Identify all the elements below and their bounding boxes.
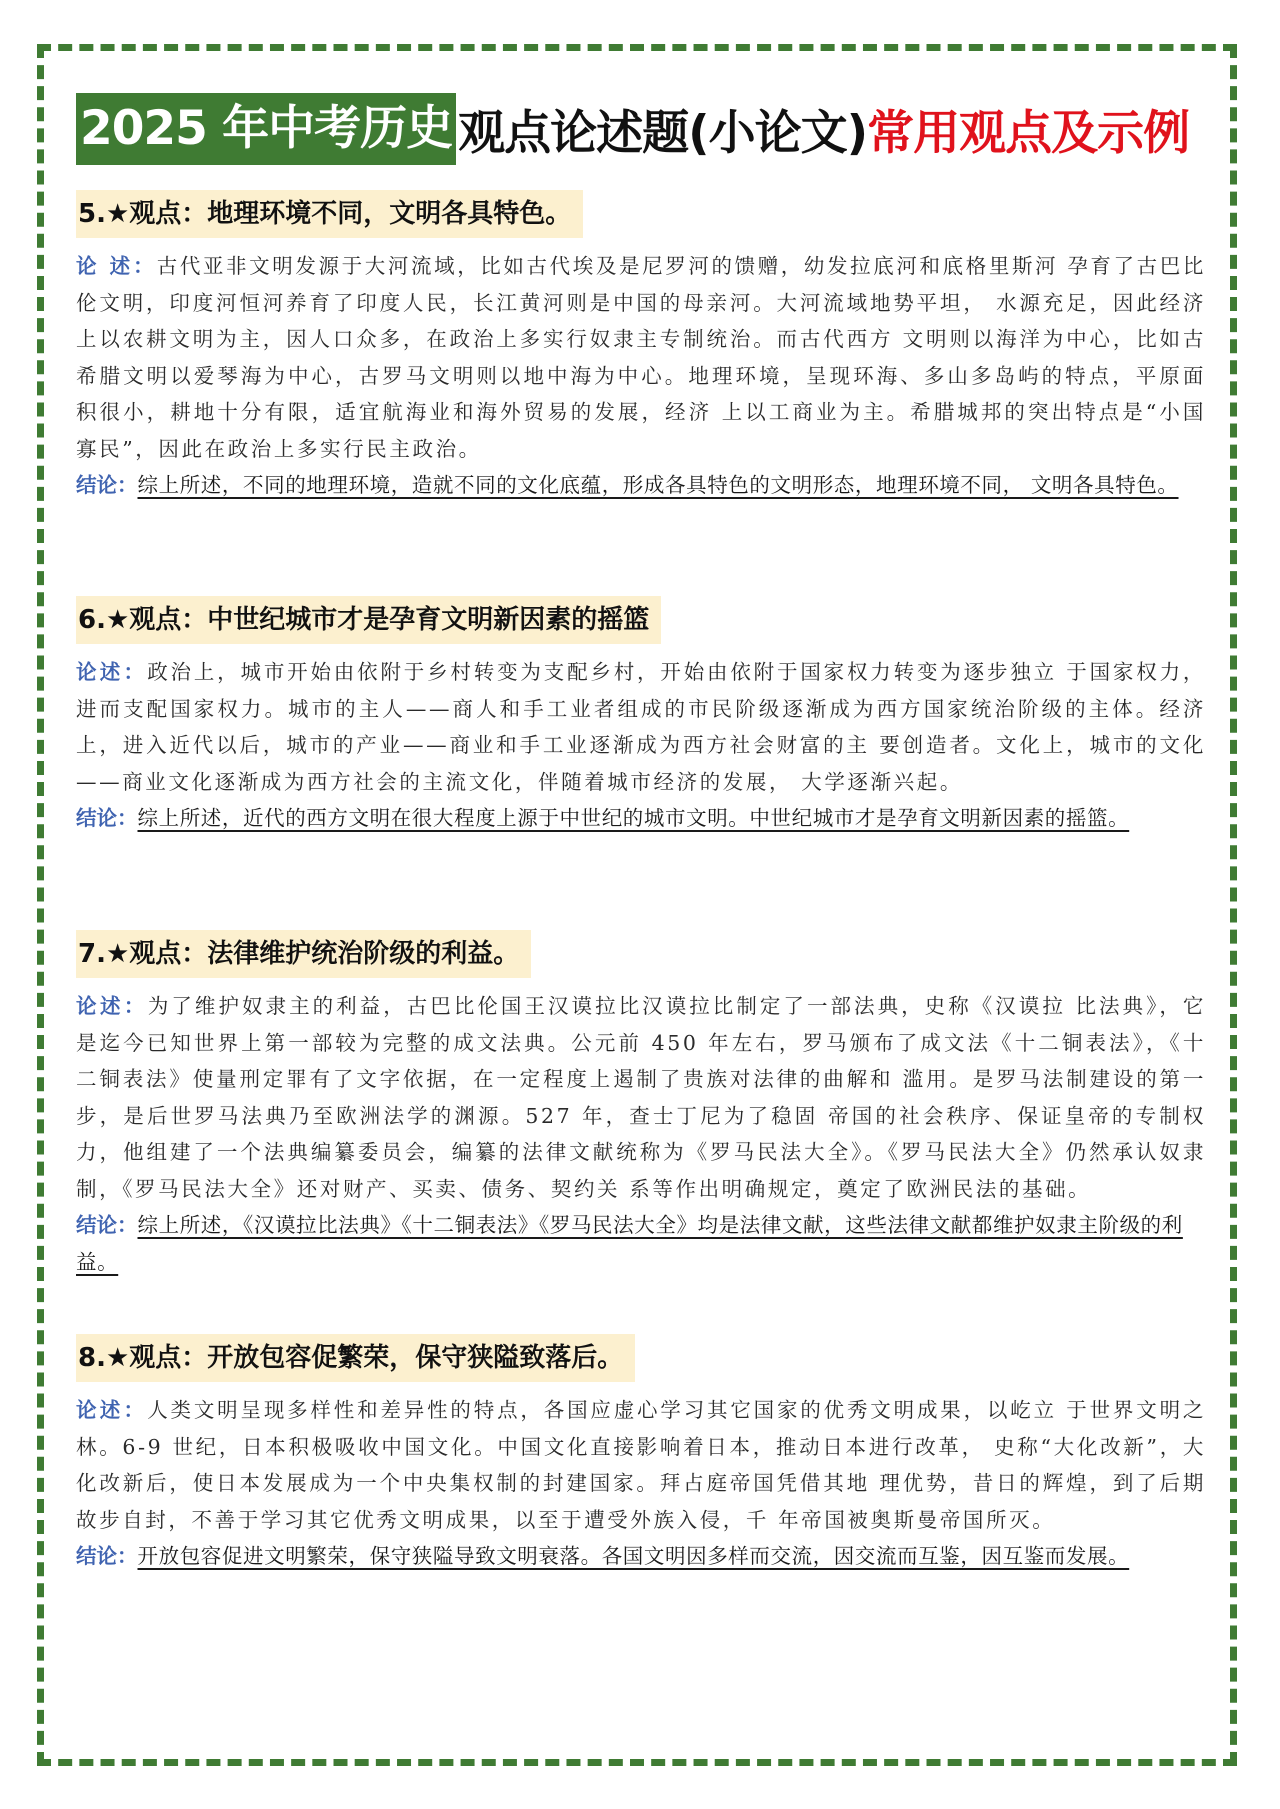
argument-text: 古代亚非文明发源于大河流域，比如古代埃及是尼罗河的馈赠，幼发拉底河和底格里斯河 孕育了古巴比伦文明，印度河恒河养育了印度人民，长江黄河则是中国的母亲河。大河流域地势平坦， 水源充足，因此经济上以农耕文明为主，因人口众多，在政治上多实行奴隶主专制统治。而古代西方 文明则以海洋为中心，比如古希腊文明以爱琴海为中心，古罗马文明则以地中海为中心。地理环境，呈现环海、多山多岛屿的特点，平原面积很小，耕地十分有限，适宜航海业和海外贸易的发展，经济 上以工商业为主。希腊城邦的突出特点是“小国寡民”，因此在政治上多实行民主政治。 <box>76 254 1206 461</box>
section-number: 8. <box>78 1343 106 1373</box>
argument-text: 政治上，城市开始由依附于乡村转变为支配乡村，开始由依附于国家权力转变为逐步独立 于国家权力，进而支配国家权力。城市的主人——商人和手工业者组成的市民阶级逐渐成为西方国家统治阶级的主体。经济上，进入近代以后，城市的产业——商业和手工业逐渐成为西方社会财富的主 要创造者。文化上，城市的文化——商业文化逐渐成为西方社会的主流文化，伴随着城市经济的发展， 大学逐渐兴起。 <box>76 660 1206 794</box>
section-8 <box>76 1334 1206 1575</box>
conclusion-paragraph <box>76 467 1206 504</box>
section-6 <box>76 596 1206 837</box>
conclusion-text: 开放包容促进文明繁荣，保守狭隘导致文明衰落。各国文明因多样而交流，因交流而互鉴，因互鉴而发展。 <box>137 1544 1130 1568</box>
section-heading <box>76 596 661 644</box>
conclusion-paragraph <box>76 1207 1206 1280</box>
conclusion-label: 结论： <box>76 473 138 497</box>
section-title: 观点：地理环境不同，文明各具特色。 <box>129 199 572 229</box>
conclusion-text: 综上所述，《汉谟拉比法典》《十二铜表法》《罗马民法大全》均是法律文献，这些法律文献都维护奴隶主阶级的利益。 <box>76 1213 1183 1274</box>
star-icon: ★ <box>105 1343 130 1373</box>
conclusion-paragraph <box>76 1538 1206 1575</box>
section-heading <box>76 930 531 978</box>
section-5 <box>76 190 1206 504</box>
argument-label: 论述： <box>76 994 148 1018</box>
section-title: 观点：中世纪城市才是孕育文明新因素的摇篮 <box>129 605 650 635</box>
conclusion-label: 结论： <box>76 1213 138 1237</box>
section-title: 观点：开放包容促繁荣，保守狭隘致落后。 <box>129 1343 624 1373</box>
conclusion-text: 综上所述，近代的西方文明在很大程度上源于中世纪的城市文明。中世纪城市才是孕育文明新因素的摇篮。 <box>137 806 1130 830</box>
argument-paragraph <box>76 988 1206 1207</box>
conclusion-text: 综上所述，不同的地理环境，造就不同的文化底蕴，形成各具特色的文明形态，地理环境不同， 文明各具特色。 <box>137 473 1179 497</box>
section-number: 5. <box>78 199 106 229</box>
conclusion-label: 结论： <box>76 1544 138 1568</box>
argument-paragraph <box>76 248 1206 467</box>
argument-paragraph <box>76 654 1206 800</box>
argument-paragraph <box>76 1392 1206 1538</box>
section-number: 7. <box>78 939 106 969</box>
argument-text: 为了维护奴隶主的利益，古巴比伦国王汉谟拉比汉谟拉比制定了一部法典，史称《汉谟拉 比法典》，它是迄今已知世界上第一部较为完整的成文法典。公元前 450 年左右，罗马颁布了成文法《十二铜表法》，《十二铜表法》使量刑定罪有了文字依据，在一定程度上遏制了贵族对法律的曲解和 滥用。是罗马法制建设的第一步，是后世罗马法典乃至欧洲法学的渊源。527 年，查士丁尼为了稳固 帝国的社会秩序、保证皇帝的专制权力，他组建了一个法典编纂委员会，编纂的法律文献统称为《罗马民法大全》。《罗马民法大全》仍然承认奴隶制，《罗马民法大全》还对财产、买卖、债务、契约关 系等作出明确规定，奠定了欧洲民法的基础。 <box>76 994 1206 1201</box>
conclusion-label: 结论： <box>76 806 138 830</box>
title-accent: 常用观点及示例 <box>867 105 1190 161</box>
title-highlight: 2025 年中考历史 <box>76 93 456 165</box>
page-title <box>76 93 1189 165</box>
section-7 <box>76 930 1206 1280</box>
star-icon: ★ <box>105 939 130 969</box>
star-icon: ★ <box>105 199 130 229</box>
section-heading <box>76 190 583 238</box>
conclusion-paragraph <box>76 800 1206 837</box>
argument-text: 人类文明呈现多样性和差异性的特点，各国应虚心学习其它国家的优秀文明成果，以屹立 于世界文明之林。6-9 世纪，日本积极吸收中国文化。中国文化直接影响着日本，推动日本进行改革， 史称“大化改新”，大化改新后，使日本发展成为一个中央集权制的封建国家。拜占庭帝国凭借其地 理优势，昔日的辉煌，到了后期故步自封，不善于学习其它优秀文明成果，以至于遭受外族入侵，千 年帝国被奥斯曼帝国所灭。 <box>76 1398 1206 1532</box>
section-title: 观点：法律维护统治阶级的利益。 <box>129 939 520 969</box>
title-main: 观点论述题(小论文) <box>458 105 868 161</box>
star-icon: ★ <box>105 605 130 635</box>
argument-label: 论述： <box>76 1398 148 1422</box>
section-heading <box>76 1334 635 1382</box>
section-number: 6. <box>78 605 106 635</box>
argument-label: 论 述： <box>76 254 157 278</box>
argument-label: 论述： <box>76 660 148 684</box>
